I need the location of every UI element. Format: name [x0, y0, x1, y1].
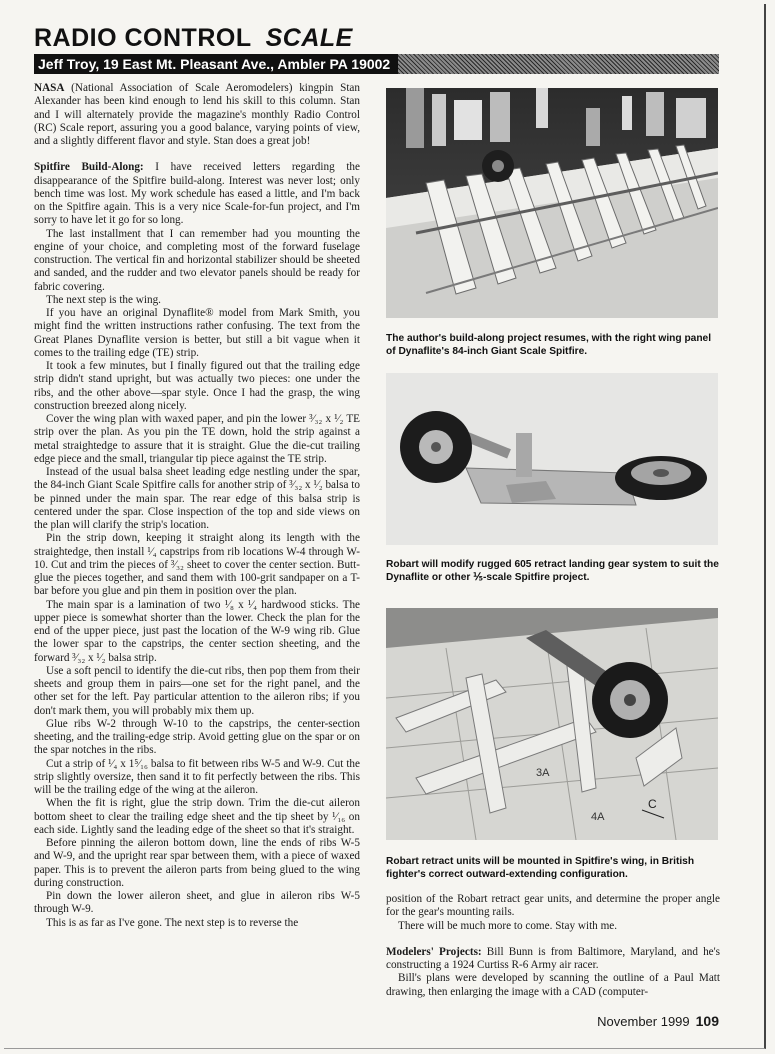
page-footer: [597, 1013, 719, 1029]
article-right-column: [386, 893, 720, 999]
photo-caption: The author's build-along project resumes, with the right wing panel of Dynaflite's 84-inch Giant Scale Spitfire.: [386, 333, 712, 357]
paragraph: The last installment that I can remember had you mounting the engine of your choice, and completing most of the forward fuselage construction. The vertical fin and horizontal stabilizer should be sheeted and sanded, and the rudder and two elevator panels should be ready for fabric covering.: [34, 227, 360, 293]
byline: Jeff Troy, 19 East Mt. Pleasant Ave., Ambler PA 19002: [34, 54, 398, 74]
paragraph: Before pinning the aileron bottom down, line the ends of ribs W-5 and W-9, and the upright rear spar between them, with a piece of waxed paper. This is to prevent the aileron parts from being glued to the wing during construction.: [34, 837, 360, 889]
paragraph: When the fit is right, glue the strip down. Trim the die-cut aileron bottom sheet to clear the trailing edge sheet and the tip sheet by ¹⁄₁₆ on each side. Lightly sand the leading edge of the sheet so that it's straight.: [34, 797, 360, 836]
photo-wing-panel: [386, 88, 718, 318]
paragraph: This is as far as I've gone. The next step is to reverse the: [46, 916, 299, 929]
photo-retract-in-wing: [386, 608, 718, 840]
plan-label-4a: 4A: [591, 811, 605, 823]
paragraph: There will be much more to come. Stay with me.: [398, 919, 618, 932]
paragraph: Cut a strip of ¹⁄₄ x 1⁵⁄₁₆ balsa to fit between ribs W-5 and W-9. Cut the strip slightly oversize, then sand it to fit perfectly between the ribs. This will be the trailing edge of the wing at the aileron.: [34, 757, 360, 796]
photo-caption: Robart will modify rugged 605 retract landing gear system to suit the Dynaflite or other ⅕-scale Spitfire project.: [386, 559, 719, 583]
wing-panel-image: [386, 88, 718, 318]
paragraph: Cover the wing plan with waxed paper, and pin the lower ³⁄₃₂ x ¹⁄₂ TE strip over the plan. As you pin the TE down, hold the strip against a metal straightedge to assure that it is straight. Glue the die-cut trailing edge piece and the small, triangular tip piece against the TE strip.: [34, 413, 360, 465]
paragraph: Use a soft pencil to identify the die-cut ribs, then pop them from their sheets and group them in pairs—one set for the right panel, and the other set for the left. Pay particular attention to the aileron ribs; if you don't mark them, you will probably mix them up.: [34, 664, 360, 717]
paragraph-lead: NASA: [34, 82, 65, 94]
paragraph: Bill's plans were developed by scanning the outline of a Paul Matt drawing, then enlarging the image with a CAD (computer-: [386, 972, 720, 998]
paragraph-lead: Modelers' Projects:: [386, 945, 482, 958]
landing-gear-image: [386, 373, 718, 545]
page-number: 109: [695, 1013, 719, 1029]
byline-bar: [34, 54, 719, 74]
paragraph-text: I have received letters regarding the disappearance of the Spitfire build-along. Interest was never lost; only bench time was lost. My work schedule has eased a little, and I'm back on the Spitfire again. This is a very nice Scale-for-fun project, and I'm sorry to have let it go for so long.: [34, 161, 360, 227]
paragraph: If you have an original Dynaflite® model from Mark Smith, you might find the written instructions rather confusing. The text from the Great Planes Dynaflite version is better, but still a bit vague when it comes to the trailing edge (TE) strip.: [34, 307, 360, 359]
column-title-main: RADIO CONTROL: [34, 24, 252, 52]
paragraph: Glue ribs W-2 through W-10 to the capstrips, the center-section sheeting, and the trailing-edge strip. Avoid getting glue on the spar or on the spar notches in the ribs.: [34, 717, 360, 757]
paragraph: [34, 161, 360, 227]
paragraph-lead: Spitfire Build-Along:: [34, 161, 144, 174]
issue-date: November 1999: [597, 1014, 690, 1029]
paragraph-text: (National Association of Scale Aeromodelers) kingpin Stan Alexander has been kind enough to lend his skill to this column. Stan and I will alternately provide the magazine's monthly Radio Control (RC) Scale report, assuring you a good balance, varying points of view, and a slightly different flavor and style. Stan does a great job!: [34, 82, 360, 147]
article-left-column: [34, 82, 360, 1012]
plan-label-3a: 3A: [536, 767, 550, 779]
paragraph: The next step is the wing.: [46, 293, 161, 306]
paragraph: The main spar is a lamination of two ¹⁄₈ x ¹⁄₄ hardwood sticks. The upper piece is somewhat shorter than the lower. Check the plan for the end of the upper piece, just past the location of the W-9 wing rib. Glue the lower spar to the capstrips, the center section sheeting, and the forward ³⁄₃₂ x ¹⁄₂ balsa strip.: [34, 598, 360, 664]
column-title-accent: SCALE: [265, 24, 353, 52]
paragraph: [386, 946, 720, 973]
paragraph: It took a few minutes, but I finally figured out that the trailing edge strip didn't stand upright, but was actually two pieces: one under the ribs, and the other above—spar style. Once I had the grasp, the wing construction breezed along nicely.: [34, 360, 360, 412]
retract-in-wing-image: [386, 608, 718, 840]
column-title: [34, 24, 353, 52]
photo-caption: Robart retract units will be mounted in Spitfire's wing, in British fighter's correct outward-extending configuration.: [386, 856, 695, 880]
plan-label-c: C: [648, 797, 657, 811]
photo-landing-gear: [386, 373, 718, 545]
paragraph: Instead of the usual balsa sheet leading edge nestling under the spar, the 84-inch Giant Scale Spitfire calls for another strip of ³⁄₃₂ x ¹⁄₂ balsa to be pinned under the main spar. The rear edge of this balsa strip is centered under the spar. Close inspection of the top and side views on the plan will clarify the strip's location.: [34, 466, 360, 531]
paragraph: Pin the strip down, keeping it straight along its length with the straightedge, then install ¹⁄₄ capstrips from rib locations W-4 through W-10. Cut and trim the pieces of ³⁄₃₂ sheet to cover the center section. Butt-glue the pieces together, and sand them with 100-grit sandpaper on a T-bar before you glue and pin them in position over the plan.: [34, 532, 360, 598]
paragraph: [34, 82, 360, 148]
paragraph: Pin down the lower aileron sheet, and glue in aileron ribs W-5 through W-9.: [34, 890, 360, 916]
paragraph-text: Bill Bunn is from Baltimore, Maryland, and he's constructing a 1924 Curtiss R-6 Army air racer.: [386, 945, 720, 971]
paragraph: position of the Robart retract gear units, and determine the proper angle for the gear's mounting rails.: [386, 893, 720, 919]
